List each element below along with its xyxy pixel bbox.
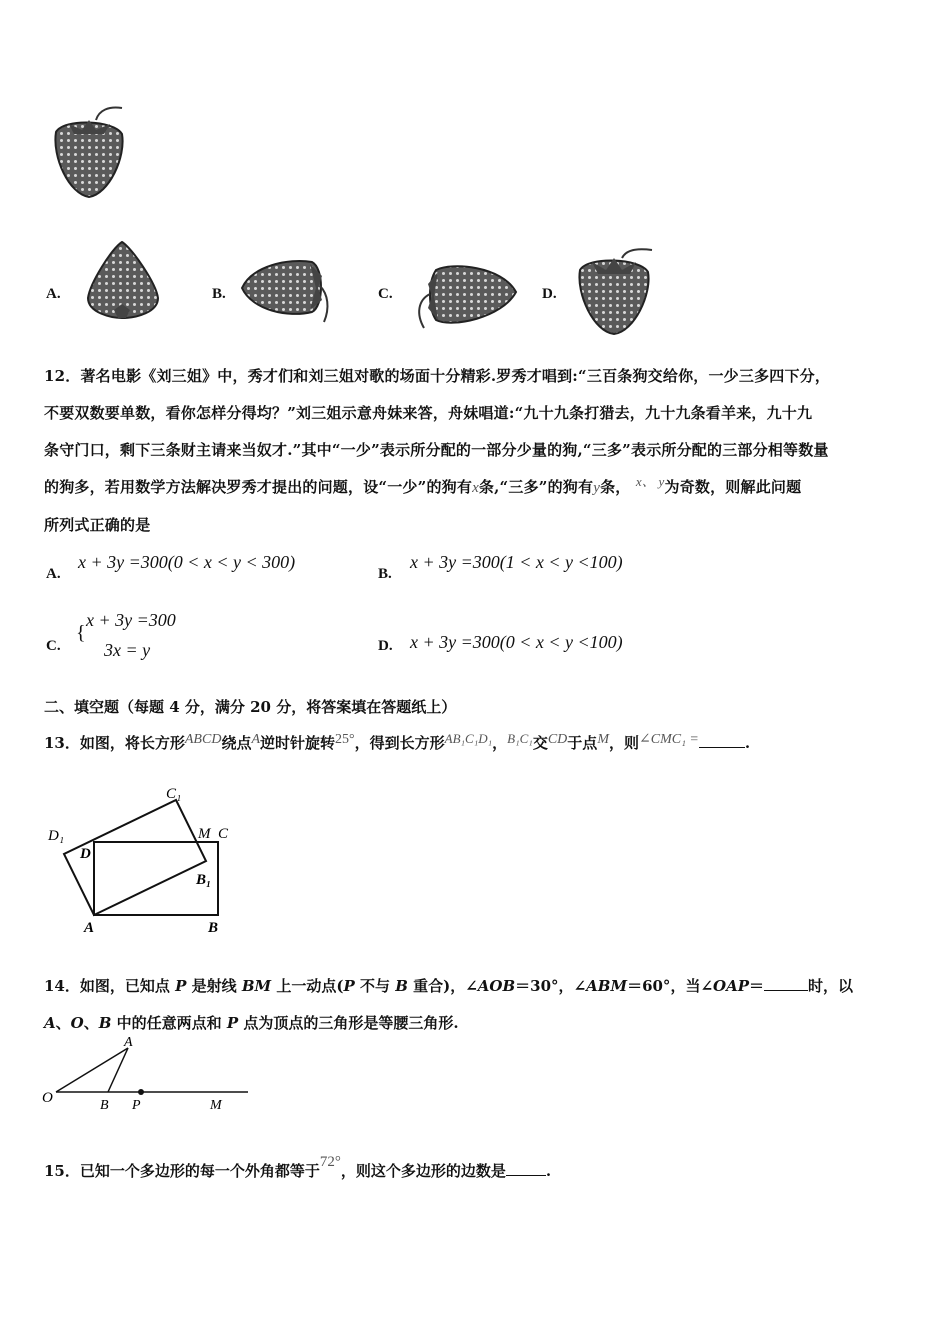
q12-option-b-formula: x + 3y =300(1 < x < y <100) — [410, 552, 623, 572]
q12-option-c-equation-2: 3x = y — [104, 640, 151, 660]
q12-option-a-label: A. — [46, 566, 61, 582]
q14-line-1: 14．如图，已知点 P 是射线 BM 上一动点(P 不与 B 重合)，∠AOB＝30°，∠ABM＝60°，当∠OAP＝ 时，以 — [44, 977, 854, 995]
section-2-title: 二、填空题（每题 4 分，满分 20 分，将答案填在答题纸上） — [44, 698, 457, 716]
q13-answer-blank[interactable] — [699, 733, 745, 748]
q11-option-b-label: B. — [212, 286, 226, 302]
q12-line-5: 所列式正确的是 — [44, 516, 151, 534]
label-a: A — [124, 1035, 133, 1050]
strawberry-main-image — [44, 102, 134, 202]
label-b1: B₁ — [196, 872, 212, 888]
q15-question-text: 15．已知一个多边形的每一个外角都等于72°，则这个多边形的边数是 . — [44, 1154, 552, 1180]
q12-option-c-label: C. — [46, 638, 61, 654]
q11-option-a-label: A. — [46, 286, 61, 302]
q13-question-text: 13．如图，将长方形ABCD绕点A逆时针旋转25°，得到长方形AB₁C₁D₁，B₁C₁交CD于点M，则∠CMC₁ = . — [44, 731, 751, 752]
q14-question-text — [44, 968, 924, 1042]
point-p — [138, 1089, 144, 1095]
q12-line-2: 不要双数要单数，看你怎样分得均？”刘三姐示意舟妹来答，舟妹唱道:“九十九条打猎去，九十九条看羊来，九十九 — [44, 404, 813, 422]
q11-option-d-label: D. — [542, 286, 557, 302]
q12-option-c-equation-1: x + 3y =300 — [86, 610, 176, 630]
label-m: M — [198, 826, 211, 842]
q12-option-b-label: B. — [378, 566, 392, 582]
q12-option-d-formula: x + 3y =300(0 < x < y <100) — [410, 632, 623, 652]
q12-option-c-brace: { — [76, 622, 86, 644]
q15-answer-blank[interactable] — [506, 1161, 546, 1176]
label-m: M — [210, 1098, 222, 1113]
label-o: O — [42, 1090, 53, 1106]
label-d: D — [80, 846, 91, 862]
label-c: C — [218, 826, 229, 842]
label-d1: D₁ — [48, 828, 65, 844]
q14-ray-figure — [40, 1032, 255, 1114]
label-p: P — [132, 1098, 141, 1113]
q12-line-1: 12．著名电影《刘三姐》中，秀才们和刘三姐对歌的场面十分精彩.罗秀才唱到:“三百条狗交给你，一少三多四下分， — [44, 367, 831, 385]
label-b: B — [208, 920, 219, 934]
var-xy: x、 y — [635, 474, 665, 489]
q12-option-d-label: D. — [378, 638, 393, 654]
q12-option-a-formula: x + 3y =300(0 < x < y < 300) — [78, 552, 296, 572]
strawberry-option-c-image — [412, 256, 522, 334]
q12-question-text — [44, 358, 914, 544]
label-b: B — [100, 1098, 109, 1113]
q12-line-3: 条守门口，剩下三条财主请来当奴才.”其中“一少”表示所分配的一部分少量的狗,“三多”表示所分配的三部分相等数量 — [44, 441, 829, 459]
strawberry-option-b-image — [238, 250, 338, 324]
label-a: A — [84, 920, 95, 934]
var-y: y — [593, 480, 601, 496]
q14-line-2: A、O、B 中的任意两点和 P 点为顶点的三角形是等腰三角形. — [44, 1014, 459, 1032]
q13-rectangle-rotation-figure — [40, 782, 240, 934]
q12-line-4: 的狗多，若用数学方法解决罗秀才提出的问题，设“一少”的狗有x条,“三多”的狗有y条， x、 y为奇数，则解此问题 — [44, 474, 802, 496]
q11-option-c-label: C. — [378, 286, 393, 302]
strawberry-option-a-image — [82, 238, 162, 320]
var-x: x — [472, 480, 479, 496]
q14-answer-blank[interactable] — [764, 976, 808, 991]
angle-72: 72° — [319, 1154, 341, 1170]
label-c1: C₁ — [166, 786, 182, 802]
strawberry-option-d-image — [572, 246, 662, 338]
